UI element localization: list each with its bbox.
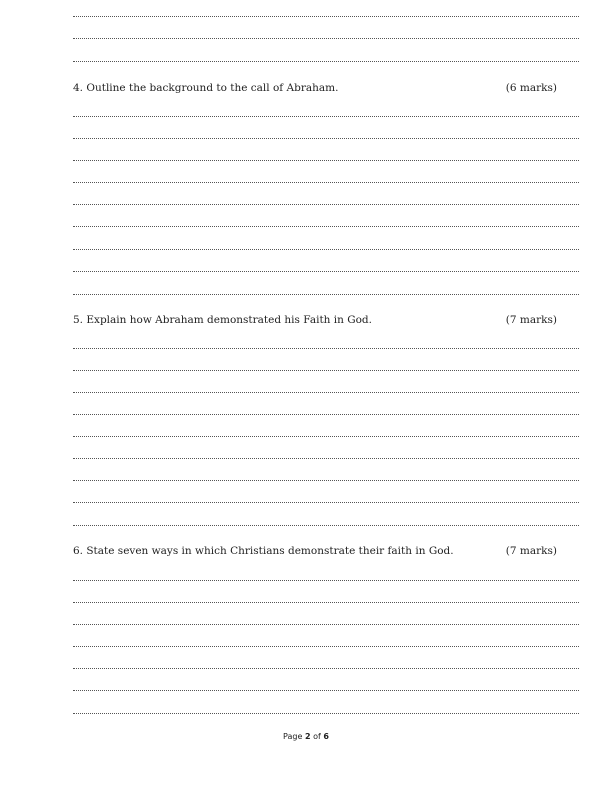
answer-line — [73, 458, 579, 459]
current-page-number: 2 — [304, 732, 311, 741]
question-text: 5. Explain how Abraham demonstrated his Faith in God. — [73, 314, 372, 326]
answer-line — [73, 392, 579, 393]
answer-line — [73, 370, 579, 371]
total-pages-number: 6 — [323, 732, 329, 741]
answer-line — [73, 624, 579, 625]
question-marks: (6 marks) — [505, 82, 557, 94]
answer-line — [73, 502, 579, 503]
page-separator: of — [313, 732, 321, 741]
answer-line — [73, 646, 579, 647]
question-marks: (7 marks) — [505, 545, 557, 557]
question-text: 6. State seven ways in which Christians demonstrate their faith in God. — [73, 545, 454, 557]
answer-line — [73, 480, 579, 481]
page-label: Page — [283, 732, 303, 741]
page-footer — [0, 732, 612, 741]
answer-line — [73, 436, 579, 437]
answer-line — [73, 525, 579, 526]
answer-line — [73, 580, 579, 581]
question-text: 4. Outline the background to the call of Abraham. — [73, 82, 339, 94]
answer-line — [73, 160, 579, 161]
answer-line — [73, 138, 579, 139]
answer-line — [73, 226, 579, 227]
answer-line — [73, 61, 579, 62]
answer-line — [73, 713, 579, 714]
answer-line — [73, 294, 579, 295]
answer-line — [73, 182, 579, 183]
answer-line — [73, 414, 579, 415]
answer-line — [73, 690, 579, 691]
question-marks: (7 marks) — [505, 314, 557, 326]
answer-line — [73, 116, 579, 117]
answer-line — [73, 602, 579, 603]
answer-line — [73, 204, 579, 205]
answer-line — [73, 348, 579, 349]
answer-line — [73, 16, 579, 17]
answer-line — [73, 668, 579, 669]
answer-line — [73, 249, 579, 250]
answer-line — [73, 271, 579, 272]
answer-line — [73, 38, 579, 39]
